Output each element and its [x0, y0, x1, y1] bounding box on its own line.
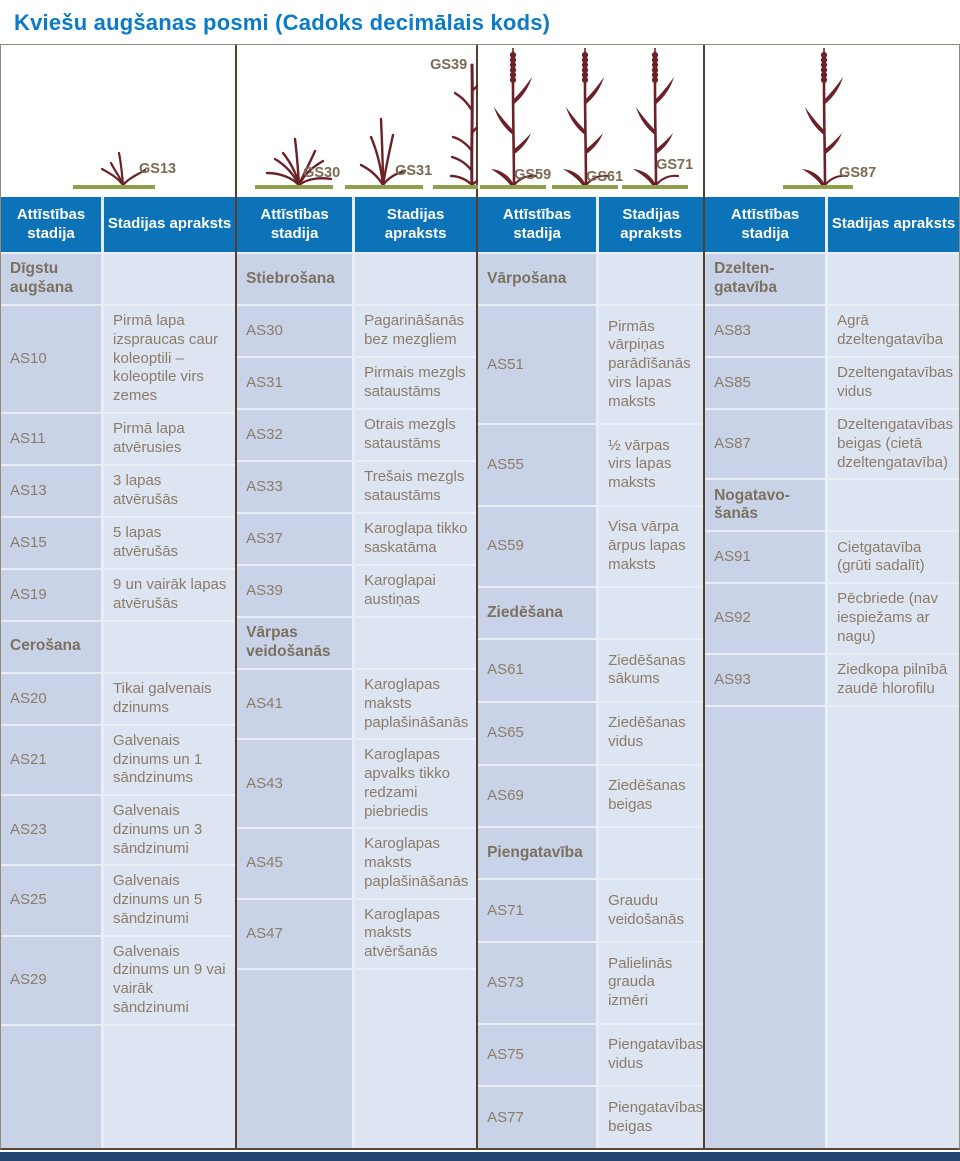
stage-row — [1, 674, 235, 724]
stage-row — [1, 796, 235, 864]
stage-desc-cell: Karoglapas maksts paplašināšanās — [355, 670, 476, 738]
header-cell-stage: Attīstības stadija — [478, 197, 596, 252]
stage-code-cell: AS91 — [705, 532, 825, 582]
stage-code-cell: AS51 — [478, 306, 596, 423]
section-row — [478, 828, 703, 878]
stage-row — [705, 655, 959, 705]
gs30-label: GS30 — [303, 165, 341, 181]
stage-row — [705, 306, 959, 356]
section-label: Vārpas veidošanās — [237, 618, 352, 668]
stage-desc-cell: Galvenais dzinums un 5 sāndzinumi — [104, 866, 235, 934]
ground-line — [345, 185, 423, 189]
section-label: Stiebrošana — [237, 254, 352, 304]
stage-code-cell: AS19 — [1, 570, 101, 620]
section-row — [237, 618, 476, 668]
stage-desc-cell: Trešais mezgls sataustāms — [355, 462, 476, 512]
stage-desc-cell — [599, 254, 703, 304]
stage-desc-cell — [104, 1026, 235, 1149]
gs39-label: GS39 — [430, 57, 468, 73]
stage-code-cell: AS77 — [478, 1087, 596, 1148]
stage-row — [478, 306, 703, 423]
stage-code-cell: AS59 — [478, 507, 596, 587]
stage-row — [705, 584, 959, 652]
stage-desc-cell: 5 lapas atvērušās — [104, 518, 235, 568]
stage-row — [478, 507, 703, 587]
stage-desc-cell: 9 un vairāk lapas atvērušās — [104, 570, 235, 620]
stage-code-cell: AS29 — [1, 937, 101, 1024]
stage-code-cell: AS61 — [478, 640, 596, 701]
stage-code-cell: AS30 — [237, 306, 352, 356]
stage-desc-cell: ½ vārpas virs lapas maksts — [599, 425, 703, 505]
section-row — [705, 254, 959, 304]
stage-code-cell: AS71 — [478, 880, 596, 941]
header-cell-desc: Stadijas apraksts — [599, 197, 703, 252]
stage-row — [1, 570, 235, 620]
stage-code-cell: AS41 — [237, 670, 352, 738]
panel-header — [705, 197, 959, 254]
stage-row — [237, 306, 476, 356]
stage-desc-cell: Ziedēšanas vidus — [599, 703, 703, 764]
section-row — [478, 254, 703, 304]
stage-desc-cell — [828, 480, 959, 530]
stage-row — [237, 514, 476, 564]
stage-row — [478, 880, 703, 941]
stage-desc-cell: Ziedkopa pilnībā zaudē hlorofilu — [828, 655, 959, 705]
stage-desc-cell — [355, 618, 476, 668]
header-cell-desc: Stadijas apraksts — [355, 197, 476, 252]
stage-code-cell: AS75 — [478, 1025, 596, 1086]
stage-row — [237, 900, 476, 968]
stage-desc-cell: Galvenais dzinums un 3 sāndzinumi — [104, 796, 235, 864]
panel-body — [1, 254, 235, 1148]
stage-row — [705, 358, 959, 408]
header-cell-desc: Stadijas apraksts — [104, 197, 235, 252]
gs31-label: GS31 — [395, 163, 433, 179]
gs87-label: GS87 — [839, 165, 877, 181]
stage-desc-cell: Pirmā lapa izspraucas caur koleoptili – koleoptile virs zemes — [104, 306, 235, 412]
stage-code-cell: AS20 — [1, 674, 101, 724]
page-title: Kviešu augšanas posmi (Cadoks decimālais kods) — [14, 10, 551, 35]
stage-code-cell: AS13 — [1, 466, 101, 516]
stage-code-cell: AS83 — [705, 306, 825, 356]
stage-row — [1, 726, 235, 794]
panel-heading-flowering — [476, 45, 703, 1148]
section-label: Dzelten-gatavība — [705, 254, 825, 304]
stage-desc-cell: Galvenais dzinums un 9 vai vairāk sāndzinumi — [104, 937, 235, 1024]
wheat-ear-plant-icon — [482, 47, 546, 187]
stage-desc-cell — [828, 254, 959, 304]
stage-code-cell: AS93 — [705, 655, 825, 705]
stage-desc-cell: Pēcbriede (nav iespiežams ar nagu) — [828, 584, 959, 652]
filler-row — [705, 707, 959, 1149]
panel-ripening — [703, 45, 959, 1148]
stage-row — [478, 425, 703, 505]
stage-row — [237, 829, 476, 897]
stage-code-cell: AS65 — [478, 703, 596, 764]
stage-desc-cell: Tikai galvenais dzinums — [104, 674, 235, 724]
stage-code-cell: AS45 — [237, 829, 352, 897]
stage-row — [1, 306, 235, 412]
section-row — [705, 480, 959, 530]
illustration-stem-elongation — [237, 45, 476, 197]
stage-row — [478, 703, 703, 764]
gs59-label: GS59 — [514, 167, 552, 183]
stage-code-cell: AS85 — [705, 358, 825, 408]
ground-line — [73, 185, 155, 189]
section-row — [237, 254, 476, 304]
stage-row — [478, 640, 703, 701]
illustration-heading-flowering — [478, 45, 703, 197]
stage-desc-cell: Cietgatavība (grūti sadalīt) — [828, 532, 959, 582]
stage-code-cell: AS73 — [478, 943, 596, 1023]
ground-line — [783, 185, 853, 189]
section-label: Ziedēšana — [478, 588, 596, 638]
stage-row — [705, 410, 959, 478]
stage-desc-cell: Pirmās vārpiņas parādīšanās virs lapas maksts — [599, 306, 703, 423]
stage-code-cell — [1, 1026, 101, 1149]
stage-code-cell — [705, 707, 825, 1149]
section-label: Cerošana — [1, 622, 101, 672]
panel-germination — [1, 45, 235, 1148]
stage-row — [1, 466, 235, 516]
stage-row — [237, 410, 476, 460]
panel-body — [478, 254, 703, 1148]
stage-desc-cell — [828, 707, 959, 1149]
panel-body — [237, 254, 476, 1148]
stage-code-cell: AS47 — [237, 900, 352, 968]
header-cell-stage: Attīstības stadija — [237, 197, 352, 252]
stage-desc-cell — [104, 622, 235, 672]
stage-desc-cell: Dzeltengatavības beigas (cietā dzeltengatavība) — [828, 410, 959, 478]
filler-row — [237, 970, 476, 1148]
stage-row — [478, 1025, 703, 1086]
stage-code-cell: AS39 — [237, 566, 352, 616]
stage-desc-cell: 3 lapas atvērušās — [104, 466, 235, 516]
stage-desc-cell — [355, 970, 476, 1148]
stage-row — [1, 414, 235, 464]
header-cell-desc: Stadijas apraksts — [828, 197, 959, 252]
stage-desc-cell: Visa vārpa ārpus lapas maksts — [599, 507, 703, 587]
bottom-accent-bar — [0, 1152, 960, 1161]
stage-row — [478, 943, 703, 1023]
ground-line — [552, 185, 618, 189]
gs13-label: GS13 — [139, 161, 177, 177]
stage-desc-cell: Pirmais mezgls sataustāms — [355, 358, 476, 408]
stage-desc-cell: Dzeltengatavības vidus — [828, 358, 959, 408]
stage-desc-cell: Piengatavības vidus — [599, 1025, 703, 1086]
section-label: Piengatavība — [478, 828, 596, 878]
stage-desc-cell: Karoglapai austiņas — [355, 566, 476, 616]
stage-code-cell — [237, 970, 352, 1148]
stage-desc-cell: Karoglapas maksts atvēršanās — [355, 900, 476, 968]
stage-row — [1, 518, 235, 568]
section-label: Vārpošana — [478, 254, 596, 304]
section-label: Dīgstu augšana — [1, 254, 101, 304]
stage-desc-cell: Graudu veidošanās — [599, 880, 703, 941]
ground-line — [255, 185, 333, 189]
header-cell-stage: Attīstības stadija — [705, 197, 825, 252]
gs71-label: GS71 — [656, 157, 694, 173]
stage-code-cell: AS87 — [705, 410, 825, 478]
stage-desc-cell — [104, 254, 235, 304]
stage-desc-cell: Palielinās grauda izmēri — [599, 943, 703, 1023]
stage-code-cell: AS55 — [478, 425, 596, 505]
wheat-ear-plant-icon — [554, 47, 618, 187]
panel-body — [705, 254, 959, 1148]
stage-code-cell: AS37 — [237, 514, 352, 564]
stage-desc-cell: Ziedēšanas sākums — [599, 640, 703, 701]
panel-stem-elongation — [235, 45, 476, 1148]
stage-row — [237, 670, 476, 738]
stage-desc-cell: Piengatavības beigas — [599, 1087, 703, 1148]
stage-desc-cell: Pagarināšanās bez mezgliem — [355, 306, 476, 356]
stage-row — [237, 566, 476, 616]
stage-desc-cell — [355, 254, 476, 304]
stage-row — [237, 462, 476, 512]
stage-row — [1, 866, 235, 934]
section-label: Nogatavo-šanās — [705, 480, 825, 530]
stage-row — [1, 937, 235, 1024]
ground-line — [480, 185, 546, 189]
stage-desc-cell — [599, 828, 703, 878]
stage-code-cell: AS21 — [1, 726, 101, 794]
section-row — [478, 588, 703, 638]
ground-line — [622, 185, 688, 189]
growth-stages-table — [0, 44, 960, 1150]
stage-desc-cell: Otrais mezgls sataustāms — [355, 410, 476, 460]
stage-code-cell: AS10 — [1, 306, 101, 412]
stage-desc-cell: Ziedēšanas beigas — [599, 766, 703, 827]
stage-row — [478, 1087, 703, 1148]
stage-desc-cell: Agrā dzeltengatavība — [828, 306, 959, 356]
illustration-germination — [1, 45, 235, 197]
stage-code-cell: AS11 — [1, 414, 101, 464]
stage-desc-cell: Karoglapas apvalks tikko redzami piebriedis — [355, 740, 476, 827]
stage-desc-cell: Galvenais dzinums un 1 sāndzinums — [104, 726, 235, 794]
stage-code-cell: AS69 — [478, 766, 596, 827]
illustration-ripening — [705, 45, 959, 197]
stage-code-cell: AS15 — [1, 518, 101, 568]
stage-desc-cell: Pirmā lapa atvērusies — [104, 414, 235, 464]
header-cell-stage: Attīstības stadija — [1, 197, 101, 252]
stage-code-cell: AS25 — [1, 866, 101, 934]
panel-header — [237, 197, 476, 254]
stage-code-cell: AS33 — [237, 462, 352, 512]
stage-desc-cell — [599, 588, 703, 638]
stage-code-cell: AS31 — [237, 358, 352, 408]
filler-row — [1, 1026, 235, 1149]
panel-header — [478, 197, 703, 254]
stage-code-cell: AS92 — [705, 584, 825, 652]
stage-code-cell: AS23 — [1, 796, 101, 864]
stage-row — [705, 532, 959, 582]
panel-header — [1, 197, 235, 254]
stage-row — [237, 740, 476, 827]
stage-code-cell: AS43 — [237, 740, 352, 827]
stage-desc-cell: Karoglapa tikko saskatāma — [355, 514, 476, 564]
section-row — [1, 254, 235, 304]
stage-row — [478, 766, 703, 827]
stage-code-cell: AS32 — [237, 410, 352, 460]
gs61-label: GS61 — [586, 169, 624, 185]
stage-desc-cell: Karoglapas maksts paplašināšanās — [355, 829, 476, 897]
stage-row — [237, 358, 476, 408]
section-row — [1, 622, 235, 672]
